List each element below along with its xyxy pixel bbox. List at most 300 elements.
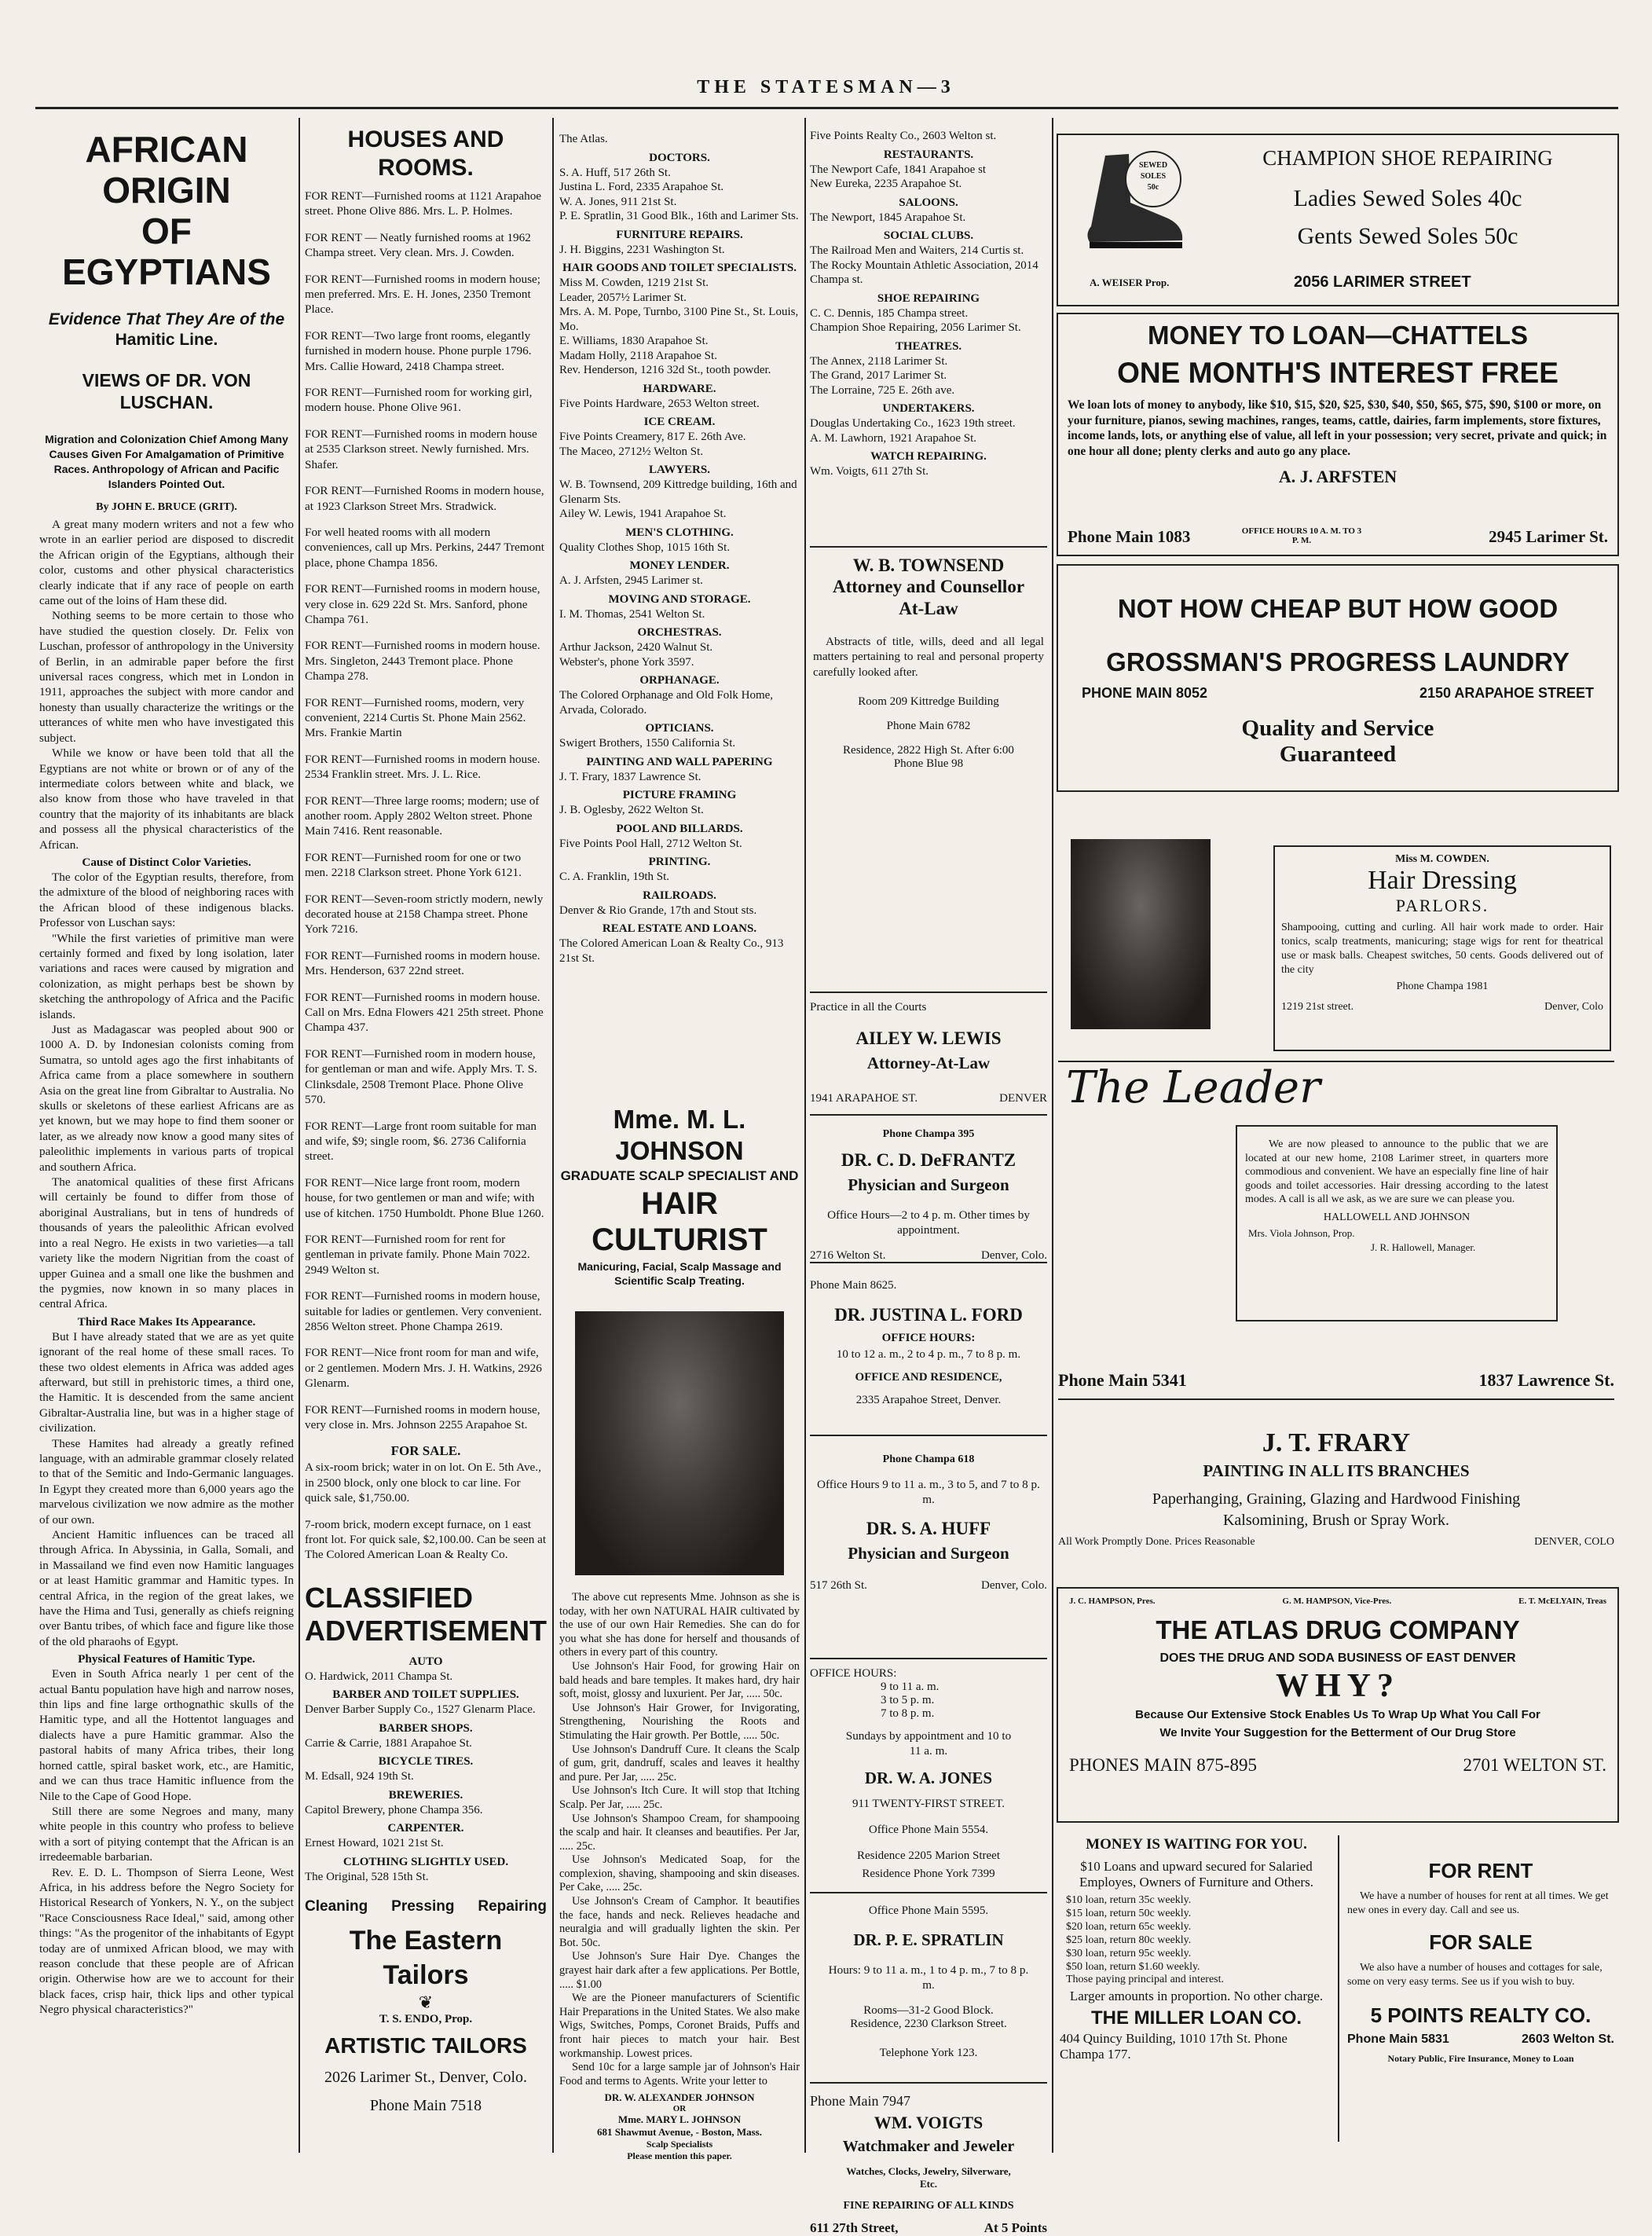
article-subhead: Cause of Distinct Color Varieties. — [82, 855, 251, 869]
atlas-contact-row — [1069, 1755, 1606, 1776]
johnson-text: Use Johnson's Shampoo Cream, for shampooing the scalp and hair. It cleanses and beautifies. Per Jar, ..... 25c. — [559, 1812, 800, 1853]
rent-ad: FOR RENT—Seven-room strictly modern, newly decorated house at 2158 Champa street. Phone York 7216. — [305, 892, 544, 937]
jones-hours: 3 to 5 p. m. — [881, 1694, 935, 1706]
townsend-name: W. B. TOWNSEND — [852, 555, 1005, 575]
cowden-portrait-photo — [1071, 839, 1211, 1029]
johnson-text: Use Johnson's Medicated Soap, for the complexion, shaving, shampooing and skin diseases. Per Cake, ..... 25c. — [559, 1853, 800, 1894]
column-rule-4 — [1052, 118, 1053, 2153]
atlas-address: 2701 WELTON ST. — [1463, 1755, 1606, 1775]
directory-entry: Swigert Brothers, 1550 California St. — [559, 737, 736, 750]
huff-address: 517 26th St. — [810, 1578, 867, 1592]
lewis-name: AILEY W. LEWIS — [855, 1028, 1002, 1048]
directory-category: OPTICIANS. — [645, 722, 714, 735]
loan-rate-line: $50 loan, return $1.60 weekly. — [1066, 1961, 1200, 1973]
directory-category: PICTURE FRAMING — [622, 789, 737, 801]
rent-ad: FOR RENT—Furnished rooms in modern house, very close in. 629 22d St. Mrs. Sanford, phone Champa 761. — [305, 582, 540, 626]
classified-category: CARPENTER. — [387, 1822, 464, 1835]
rent-text: We have a number of houses for rent at all times. We get new ones in every day. Call and see us. — [1347, 1890, 1609, 1916]
directory-entry: I. M. Thomas, 2541 Welton St. — [559, 607, 705, 621]
directory-entry: J. T. Frary, 1837 Lawrence St. — [559, 770, 701, 783]
rent-ad: FOR RENT—Two large front rooms, elegantly furnished in modern house. Phone purple 1796. Mrs. Callie Howard, 2418 Champa street. — [305, 328, 532, 373]
article-paragraph: The anatomical qualities of these first Africans will certainly be found to differ from those of aboriginal Australians, but in tens of hundreds of thousands of years the paleolithic African evolved into a real Negro. He exists in two varieties—a tall variety like the modern Nigritian from the coast of upper Guinea and a small one like the bushmen and the pygmies, now known in so many places in central Africa. — [39, 1175, 294, 1311]
voigts-phone: Phone Main 7947 — [810, 2093, 910, 2109]
defrantz-name: DR. C. D. DeFRANTZ — [841, 1150, 1016, 1170]
directory-entry: The Colored Orphanage and Old Folk Home, Arvada, Colorado. — [559, 689, 774, 717]
tailor-name: The Eastern Tailors — [349, 1926, 503, 1991]
loan-text: We loan lots of money to anybody, like $10, $15, $20, $25, $30, $40, $50, $65, $75, $90, $100 or more, on your furniture, pianos, sewing machines, ranges, teams, cattle, dairies, farm implements, store fixtures, income lands, lots, or anything else of value, all left in your possession; very secret, private and quick; in one hour all done; plenty clerks and auto go any place. — [1068, 398, 1607, 458]
huff-name: DR. S. A. HUFF — [866, 1518, 991, 1538]
rent-ad: For well heated rooms with all modern conveniences, call up Mrs. Perkins, 2447 Tremont place, phone Champa 1856. — [305, 525, 544, 570]
classified-listing: Ernest Howard, 1021 21st St. — [305, 1837, 444, 1850]
huff-hours: Office Hours 9 to 11 a. m., 3 to 5, and 7 to 8 p. m. — [817, 1478, 1040, 1507]
miller-address: 404 Quincy Building, 1010 17th St. Phone Champa 177. — [1060, 2031, 1288, 2062]
voigts-address-row — [810, 2220, 1047, 2236]
column-rule-3 — [804, 118, 806, 2153]
directory-column — [559, 118, 800, 2162]
column-rule-2 — [552, 118, 554, 2153]
article-headline-1: AFRICAN ORIGIN — [85, 129, 248, 211]
classified-category: BICYCLE TIRES. — [378, 1755, 474, 1769]
frary-line-2: Kalsomining, Brush or Spray Work. — [1222, 1512, 1449, 1529]
ornament-icon: ❦ — [418, 1992, 434, 2013]
johnson-text: The above cut represents Mme. Johnson as she is today, with her own NATURAL HAIR cultivated by the use of our own Hair Remedies. She can do for you what she has done for herself and thousands of others in every part of this country. — [559, 1591, 800, 1659]
voigts-address: 611 27th Street, — [810, 2220, 899, 2235]
directory-entry: The Lorraine, 725 E. 26th ave. — [810, 383, 955, 397]
rent-ad: FOR RENT—Nice large front room, modern house, for two gentlemen or man and wife; with use of kitchen. 1750 Humboldt. Phone Blue 1260. — [305, 1175, 544, 1220]
cowden-parlors: PARLORS. — [1395, 896, 1489, 915]
rent-ad: FOR RENT—Furnished rooms in modern house. Mrs. Singleton, 2443 Tremont place. Phone Champa 278. — [305, 639, 540, 684]
article-paragraph: Just as Madagascar was peopled about 900 or 1000 A. D. by Indonesian colonists coming from Sumatra, so untold ages ago the first inhabitants of Africa came from a place somewhere in southern Asia on the great line from Gibraltar to Australia. No skulls or skeletons of these earliest Africans are as yet known, but we may hope to find them sooner or later, as we already now know a good many sites of paleolithic implements in various parts of tropical and southern Africa. — [39, 1023, 294, 1174]
realty-phone: Phone Main 5831 — [1347, 2033, 1449, 2046]
ford-hours-heading: OFFICE HOURS: — [881, 1332, 976, 1344]
huff-title: Physician and Surgeon — [848, 1543, 1009, 1563]
realty-notary: Notary Public, Fire Insurance, Money to Loan — [1387, 2053, 1574, 2064]
lewis-city: DENVER — [999, 1092, 1047, 1105]
directory-category: MOVING AND STORAGE. — [608, 592, 751, 606]
leader-text: We are now pleased to announce to the public that we are located at our new home, 2108 Larimer street, in quarters more commodious and convenient. We have an especially fine line of hair goods and toilet accessories. Hair dressing according to the latest modes. A call is all we ask, as we are sure we can please you. — [1245, 1138, 1548, 1205]
laundry-quality-2: Guaranteed — [1279, 742, 1397, 767]
loan-rate-line: $20 loan, return 65c weekly. — [1066, 1921, 1192, 1933]
jones-hours-heading: OFFICE HOURS: — [810, 1667, 897, 1680]
masthead: THE STATESMAN—3 — [697, 77, 955, 97]
rent-ad: FOR RENT—Furnished room in modern house, for gentleman or man and wife. Apply Mrs. T. S. Clinksdale, 2508 Tremont Place. Phone Olive 570. — [305, 1047, 537, 1107]
defrantz-phone: Phone Champa 395 — [882, 1128, 975, 1140]
lewis-address: 1941 ARAPAHOE ST. — [810, 1092, 918, 1105]
tailor-phone: Phone Main 7518 — [369, 2097, 482, 2115]
tailor-address: 2026 Larimer St., Denver, Colo. — [324, 2069, 528, 2087]
loan-phone: Phone Main 1083 — [1068, 527, 1191, 546]
atlas-line-2: We Invite Your Suggestion for the Betterment of Our Drug Store — [1159, 1726, 1516, 1739]
directory-category: REAL ESTATE AND LOANS. — [602, 922, 757, 935]
ford-hours: 10 to 12 a. m., 2 to 4 p. m., 7 to 8 p. m. — [836, 1348, 1021, 1361]
jones-residence: Residence 2205 Marion Street — [856, 1849, 1001, 1862]
spratlin-telephone: Telephone York 123. — [879, 2046, 978, 2059]
article-headline-2: OF EGYPTIANS — [62, 211, 271, 292]
lewis-address-row — [810, 1092, 1047, 1105]
classified-listing: Denver Barber Supply Co., 1527 Glenarm Place. — [305, 1703, 536, 1717]
directory-entry: The Newport, 1845 Arapahoe St. — [810, 211, 966, 224]
johnson-address-3: 681 Shawmut Avenue, - Boston, Mass. — [597, 2126, 762, 2139]
tailor-repairing: Repairing — [478, 1898, 547, 1915]
directory-category: DOCTORS. — [649, 151, 710, 164]
spratlin-rooms: Rooms—31-2 Good Block. — [863, 2003, 994, 2017]
atlas-title: THE ATLAS DRUG COMPANY — [1156, 1615, 1520, 1644]
rent-ad: FOR RENT—Furnished rooms in modern house, very close in. Mrs. Johnson 2255 Arapahoe St. — [305, 1402, 540, 1431]
sewed-soles-badge — [1125, 151, 1181, 207]
townsend-text: Abstracts of title, wills, deed and all legal matters pertaining to real and personal property carefully looked after. — [813, 635, 1044, 679]
rent-ads-list — [305, 189, 547, 1432]
directory-entry: Mrs. A. M. Pope, Turnbo, 3100 Pine St., St. Louis, Mo. — [559, 306, 799, 333]
directory-entry: The Newport Cafe, 1841 Arapahoe st — [810, 163, 987, 176]
directory-entry: S. A. Huff, 517 26th St. — [559, 166, 671, 179]
loan-name: A. J. ARFSTEN — [1278, 467, 1397, 486]
leader-title: The Leader — [1066, 1062, 1321, 1113]
classified-listing: O. Hardwick, 2011 Champa St. — [305, 1670, 453, 1683]
classified-category: BREWERIES. — [388, 1788, 463, 1802]
rent-ad: FOR RENT—Furnished rooms at 1121 Arapahoe street. Phone Olive 886. Mrs. L. P. Holmes. — [305, 189, 542, 218]
spratlin-name: DR. P. E. SPRATLIN — [853, 1930, 1004, 1949]
miller-name: THE MILLER LOAN CO. — [1091, 2007, 1302, 2029]
johnson-address-2: Mme. MARY L. JOHNSON — [617, 2113, 742, 2126]
laundry-contact-row — [1082, 685, 1594, 702]
directory-entry: The Rocky Mountain Athletic Association, 2014 Champa st. — [810, 258, 1038, 286]
rent-ad: FOR RENT—Furnished room for rent for gentleman in private family. Phone Main 7022. 2949 Welton st. — [305, 1232, 530, 1277]
tailor-services — [305, 1898, 547, 1915]
classified-category: BARBER AND TOILET SUPPLIES. — [332, 1688, 519, 1702]
johnson-text: Send 10c for a large sample jar of Johnson's Hair Food and terms to Agents. Write your letter to — [559, 2061, 800, 2088]
johnson-specialists: Scalp Specialists — [646, 2139, 713, 2150]
article-paragraph: A great many modern writers and not a few who wrote in an earlier period are disposed to discredit the African origin of the Egyptians, although their color, customs and other physical characteristics clearly indicate that if any race of people on earth came out of the loins of Ham these did. — [39, 518, 294, 608]
laundry-address: 2150 ARAPAHOE STREET — [1419, 685, 1594, 701]
lewis-title: Attorney-At-Law — [866, 1054, 991, 1072]
directory-entry: Five Points Pool Hall, 2712 Welton St. — [559, 837, 742, 850]
article-subhead: Third Race Makes Its Appearance. — [77, 1314, 256, 1329]
miller-note: Those paying principal and interest. — [1066, 1974, 1224, 1985]
article-deck-2: Hamitic Line. — [115, 331, 218, 349]
rent-ad: FOR RENT—Furnished room for working girl, modern house. Phone Olive 961. — [305, 386, 533, 415]
loan-rate-line: $25 loan, return 80c weekly. — [1066, 1934, 1192, 1946]
classified-category: CLOTHING SLIGHTLY USED. — [342, 1855, 509, 1868]
tailor-pressing: Pressing — [391, 1898, 455, 1915]
voigts-card — [810, 2082, 1047, 2236]
classified-entries — [305, 1655, 547, 1885]
townsend-phone: Phone Main 6782 — [886, 720, 971, 733]
townsend-title-2: At-Law — [899, 599, 958, 618]
houses-rooms-title: HOUSES AND ROOMS. — [347, 126, 504, 181]
rent-title: FOR RENT — [1428, 1859, 1533, 1882]
johnson-title: HAIR CULTURIST — [592, 1186, 767, 1257]
directory-entry: Wm. Voigts, 611 27th St. — [810, 465, 929, 478]
laundry-slogan: NOT HOW CHEAP BUT HOW GOOD — [1117, 594, 1559, 623]
rent-ad: FOR RENT—Nice front room for man and wife, or 2 gentlemen. Modern Mrs. J. H. Watkins, 2926 Glenarm. — [305, 1346, 542, 1391]
townsend-residence: Residence, 2822 High St. After 6:00 — [843, 744, 1014, 757]
defrantz-address-row — [810, 1249, 1047, 1263]
shoe-title: CHAMPION SHOE REPAIRING — [1262, 146, 1553, 170]
classified-listing: Carrie & Carrie, 1881 Arapahoe St. — [305, 1736, 472, 1750]
directory-category: POOL AND BILLARDS. — [616, 822, 743, 835]
directory-entry: W. B. Townsend, 209 Kittredge building, 16th and Glenarm Sts. — [559, 478, 797, 506]
jones-card — [810, 1658, 1047, 1881]
jones-sundays: Sundays by appointment and 10 to 11 a. m. — [845, 1729, 1012, 1758]
defrantz-card — [810, 1114, 1047, 1263]
directory-entry: Webster's, phone York 3597. — [559, 655, 694, 669]
frary-address: 1837 Lawrence St. — [1478, 1370, 1614, 1390]
article-subhead: Physical Features of Hamitic Type. — [78, 1652, 255, 1666]
directory-entry: Five Points Realty Co., 2603 Welton st. — [810, 130, 997, 142]
jones-hours: 9 to 11 a. m. — [881, 1681, 940, 1693]
rent-ad: FOR RENT—Furnished rooms in modern house. Call on Mrs. Edna Flowers 421 25th street. Phone Champa 437. — [305, 990, 544, 1035]
rent-ad: FOR RENT—Three large rooms; modern; use of another room. Apply 2802 Welton street. Phone Main 7416. Rent reasonable. — [305, 794, 540, 838]
defrantz-city: Denver, Colo. — [981, 1248, 1047, 1262]
directory-entry: The Annex, 2118 Larimer St. — [810, 354, 948, 368]
voigts-fine: FINE REPAIRING OF ALL KINDS — [843, 2200, 1014, 2212]
directory-category: FURNITURE REPAIRS. — [616, 228, 743, 241]
shoe-address: 2056 LARIMER STREET — [1294, 273, 1471, 291]
spratlin-hours: Hours: 9 to 11 a. m., 1 to 4 p. m., 7 to 8 p. m. — [828, 1963, 1029, 1992]
leader-prop: Mrs. Viola Johnson, Prop. — [1248, 1226, 1355, 1239]
directory-entry: New Eureka, 2235 Arapahoe St. — [810, 178, 962, 190]
sale-ad: A six-room brick; water in on lot. On E. 5th Ave., in 2500 block, only one block to car line. For quick sale, $1,750.00. — [305, 1461, 541, 1505]
ford-residence-heading: OFFICE AND RESIDENCE, — [855, 1371, 1002, 1384]
leader-ad — [1236, 1125, 1558, 1321]
professional-column — [810, 118, 1047, 2235]
section-divider — [1058, 1398, 1614, 1400]
directory-entry: The Atlas. — [559, 133, 608, 145]
article-paragraph: Even in South Africa nearly 1 per cent of the actual Bantu population have high and narrow noses, thin lips and fine large orthognathic skulls of the Hamitic type, and all the Hottentot languages and dialects have a pure Hamitic grammar. Also the pastoral habits of many Africa tribes, their long horned cattle, spiral basket work, etc., are Hamitic, and we can thus trace Hamitic influence from the Nile to the Cape of Good Hope. — [39, 1667, 294, 1803]
voigts-name: WM. VOIGTS — [874, 2113, 984, 2132]
directory-category: PRINTING. — [648, 856, 711, 868]
shoe-ladies: Ladies Sewed Soles 40c — [1293, 185, 1522, 211]
directory-category: WATCH REPAIRING. — [870, 450, 987, 463]
voigts-points: At 5 Points — [984, 2220, 1047, 2235]
article-paragraph: While we know or have been told that all the Egyptians are not white or brown or of any of the intermediate colors between white and black, we also know from those who have traveled in that country that the majority of its inhabitants are black and possess all the physical characteristics of the African. — [39, 746, 294, 852]
classified-listing: Capitol Brewery, phone Champa 356. — [305, 1803, 483, 1816]
johnson-portrait-photo — [575, 1311, 784, 1575]
atlas-drug-ad — [1057, 1587, 1619, 1823]
realty-contact-row — [1347, 2033, 1614, 2047]
directory-entry: The Grand, 2017 Larimer St. — [810, 369, 947, 382]
leader-manager: J. R. Hallowell, Manager. — [1371, 1241, 1476, 1253]
directory-category: ICE CREAM. — [643, 416, 716, 428]
directory-entry: The Colored American Loan & Realty Co., 913 21st St. — [559, 937, 784, 965]
cowden-address: 1219 21st street. — [1281, 1001, 1354, 1013]
directory-entry: Champion Shoe Repairing, 2056 Larimer St. — [810, 321, 1021, 334]
article-deck-1: Evidence That They Are of the — [48, 310, 285, 328]
cowden-address-row — [1281, 1001, 1603, 1014]
johnson-text: Use Johnson's Hair Food, for growing Hair on bald heads and bare temples. It makes hard, dry hair soft, moist, glossy and luxurient. Per Jar, ..... 50c. — [559, 1659, 800, 1701]
miller-loan-ad — [1060, 1835, 1333, 2062]
sale-title: FOR SALE — [1429, 1930, 1533, 1954]
realty-name: 5 POINTS REALTY CO. — [1370, 2003, 1592, 2027]
laundry-name: GROSSMAN'S PROGRESS LAUNDRY — [1106, 647, 1570, 676]
directory-entry: Arthur Jackson, 2420 Walnut St. — [559, 641, 713, 654]
frary-city: DENVER, COLO — [1534, 1536, 1614, 1548]
atlas-treasurer: E. T. McELYAIN, Treas — [1518, 1596, 1606, 1606]
johnson-address-1: DR. W. ALEXANDER JOHNSON — [604, 2091, 755, 2104]
jones-address: 911 TWENTY-FIRST STREET. — [852, 1797, 1005, 1810]
loan-hours: OFFICE HOURS 10 A. M. TO 3 P. M. — [1241, 526, 1362, 545]
cowden-title: Hair Dressing — [1368, 866, 1517, 895]
directory-entry: C. C. Dennis, 185 Champa street. — [810, 306, 969, 320]
badge-text: 50c — [1147, 183, 1159, 192]
classified-listing: The Original, 528 15th St. — [305, 1870, 429, 1883]
directory-entry: Five Points Hardware, 2653 Welton street. — [559, 397, 760, 410]
johnson-services: Manicuring, Facial, Scalp Massage and Scientific Scalp Treating. — [577, 1260, 782, 1287]
classified-category: BARBER SHOPS. — [379, 1721, 473, 1735]
cowden-phone: Phone Champa 1981 — [1396, 981, 1489, 992]
directory-entry: E. Williams, 1830 Arapahoe St. — [559, 335, 709, 347]
loan-subtitle: ONE MONTH'S INTEREST FREE — [1117, 357, 1559, 389]
directory-category: THEATRES. — [895, 339, 962, 353]
directory-entry: Five Points Creamery, 817 E. 26th Ave. — [559, 431, 746, 443]
article-paragraph: Nothing seems to be more certain to those who have studied the question closely. Dr. Felix von Luschan, professor of anthropology in the University of Berlin, in an admirable paper before the first universal races congress, which met in London in 1911, approaches the subject with more candor and honesty than usually characterize the writings or the utterances of white men who have investigated this subject. — [39, 609, 294, 745]
miller-text: $10 Loans and upward secured for Salaried Employes, Owners of Furniture and Others. — [1079, 1859, 1313, 1890]
frary-name: J. T. FRARY — [1262, 1428, 1411, 1457]
chattel-loan-ad — [1057, 313, 1619, 556]
johnson-text: Use Johnson's Sure Hair Dye. Changes the grayest hair dark after a few applications. Per Bottle, ..... $1.00 — [559, 1950, 800, 1991]
rent-ad: FOR RENT—Furnished Rooms in modern house, at 1923 Clarkson Street Mrs. Stradwick. — [305, 484, 544, 513]
directory-category: RESTAURANTS. — [883, 148, 974, 161]
rent-ad: FOR RENT—Furnished rooms in modern house. 2534 Franklin street. Mrs. J. L. Rice. — [305, 752, 540, 782]
shoe-gents: Gents Sewed Soles 50c — [1297, 223, 1518, 249]
classified-heading-2: ADVERTISEMENT — [305, 1614, 548, 1647]
for-sale-title: FOR SALE. — [390, 1443, 461, 1459]
frary-phone: Phone Main 5341 — [1058, 1370, 1187, 1390]
directory-entry: C. A. Franklin, 19th St. — [559, 871, 670, 883]
article-byline: By JOHN E. BRUCE (GRIT). — [96, 501, 237, 513]
directory-category: HAIR GOODS AND TOILET SPECIALISTS. — [562, 262, 797, 274]
article-summary: Migration and Colonization Chief Among Many Causes Given For Amalgamation of Primitive Races. Anthropology of African and Pacific Islanders Pointed Out. — [45, 433, 288, 490]
johnson-name: Mme. M. L. JOHNSON — [613, 1105, 746, 1165]
loan-address: 2945 Larimer St. — [1489, 527, 1608, 546]
townsend-title-1: Attorney and Counsellor — [832, 577, 1025, 596]
frary-prompt: All Work Promptly Done. Prices Reasonable — [1058, 1536, 1255, 1548]
directory-category: RAILROADS. — [643, 889, 716, 902]
johnson-text: Use Johnson's Cream of Camphor. It beautifies the face, hands and neck. Relieves headache and neuralgia and will gradually lighten the skin. Per Bot. 50c. — [559, 1895, 800, 1949]
cowden-name: Miss M. COWDEN. — [1395, 853, 1489, 865]
lewis-practice: Practice in all the Courts — [810, 1001, 927, 1014]
spratlin-residence: Residence, 2230 Clarkson Street. — [850, 2017, 1007, 2030]
frary-contact-row — [1058, 1370, 1614, 1391]
loan-rate-line: $15 loan, return 50c weekly. — [1066, 1908, 1192, 1919]
johnson-text: Use Johnson's Itch Cure. It will stop that Itching Scalp. Per Jar, ..... 25c. — [559, 1784, 800, 1811]
directory-entry: Quality Clothes Shop, 1015 16th St. — [559, 541, 731, 554]
directory-category: SHOE REPAIRING — [877, 291, 980, 305]
huff-card — [810, 1435, 1047, 1593]
loan-rate-line: $10 loan, return 35c weekly. — [1066, 1894, 1192, 1906]
atlas-subtitle: DOES THE DRUG AND SODA BUSINESS OF EAST DENVER — [1159, 1651, 1516, 1665]
laundry-quality-1: Quality and Service — [1241, 716, 1434, 741]
rent-ad: FOR RENT—Large front room suitable for man and wife, $9; single room, $6. 2736 California street. — [305, 1119, 537, 1164]
atlas-president: J. C. HAMPSON, Pres. — [1069, 1596, 1156, 1606]
johnson-text: Use Johnson's Hair Grower, for Invigorating, Strengthening, Nourishing the Roots and Stimulating the Hair growth. Per Bottle, ..... 50c. — [559, 1701, 800, 1742]
spratlin-phone: Office Phone Main 5595. — [868, 1904, 989, 1917]
directory-entry: Rev. Henderson, 1216 32d St., tooth powder. — [559, 364, 771, 376]
atlas-line-1: Because Our Extensive Stock Enables Us To Wrap Up What You Call For — [1135, 1708, 1540, 1721]
frary-title: PAINTING IN ALL ITS BRANCHES — [1203, 1461, 1470, 1480]
directory-entry: Denver & Rio Grande, 17th and Stout sts. — [559, 904, 757, 917]
realty-address: 2603 Welton St. — [1522, 2033, 1614, 2046]
directory-category: SOCIAL CLUBS. — [883, 229, 974, 242]
article-deck-3: VIEWS OF DR. VON LUSCHAN. — [82, 370, 251, 412]
townsend-card — [810, 546, 1047, 771]
tailor-artistic: ARTISTIC TAILORS — [324, 2033, 527, 2058]
directory-entry: The Maceo, 2712½ Welton St. — [559, 445, 704, 458]
frary-footer-row — [1058, 1536, 1614, 1549]
rent-ad: FOR RENT—Furnished rooms in modern house at 2535 Clarkson street. Newly furnished. Mrs. Shafer. — [305, 427, 537, 471]
jones-hours: 7 to 8 p. m. — [881, 1707, 935, 1720]
classifieds-column — [305, 118, 547, 2153]
frary-ad — [1058, 1428, 1614, 1549]
johnson-or: OR — [672, 2104, 687, 2114]
directory-category: LAWYERS. — [649, 464, 710, 476]
directory-entry: Douglas Undertaking Co., 1623 19th street. — [810, 417, 1016, 430]
miller-amount: Larger amounts in proportion. No other charge. — [1069, 1989, 1324, 2003]
directory-entry: P. E. Spratlin, 31 Good Blk., 16th and Larimer Sts. — [559, 210, 799, 222]
directory-category: MONEY LENDER. — [629, 559, 730, 572]
voigts-title: Watchmaker and Jeweler — [842, 2138, 1015, 2155]
tailor-cleaning: Cleaning — [305, 1898, 368, 1915]
rent-ad: FOR RENT—Furnished room for one or two men. 2218 Clarkson street. Phone York 6121. — [305, 850, 522, 880]
shoe-repair-ad — [1057, 134, 1619, 306]
huff-city: Denver, Colo. — [981, 1578, 1047, 1592]
johnson-mention: Please mention this paper. — [627, 2150, 732, 2162]
badge-text: SEWED — [1138, 161, 1168, 170]
directory-entry: W. A. Jones, 911 21st St. — [559, 195, 677, 208]
jones-phone: Office Phone Main 5554. — [868, 1823, 989, 1836]
directory-entry: Madam Holly, 2118 Arapahoe St. — [559, 349, 717, 362]
laundry-ad — [1057, 564, 1619, 792]
cowden-text: Shampooing, cutting and curling. All hair work made to order. Hair tonics, scalp treatments, manicuring; stage wigs for rent for theatrical use or mask balls. Cheapest switches, 50 cents. Goods delivered out of the city — [1281, 922, 1603, 976]
defrantz-title: Physician and Surgeon — [848, 1175, 1009, 1194]
ford-phone: Phone Main 8625. — [810, 1279, 897, 1292]
article-paragraph: But I have already stated that we are as yet quite ignorant of the real home of these small races. To these two oldest elements in Africa was added ages afterward, but still in prehistoric times, a third one, the Hamitic. It is descended from the same ancient Gibraltar-Australia line, but was in a higher stage of civilization. — [39, 1329, 294, 1435]
atlas-vice-president: G. M. HAMPSON, Vice-Pres. — [1282, 1596, 1392, 1606]
directory-entry: The Railroad Men and Waiters, 214 Curtis st. — [810, 244, 1024, 257]
johnson-sub: GRADUATE SCALP SPECIALIST AND — [560, 1168, 799, 1183]
badge-text: SOLES — [1140, 172, 1167, 181]
miller-title: MONEY IS WAITING FOR YOU. — [1086, 1836, 1307, 1853]
directory-entry: A. J. Arfsten, 2945 Larimer st. — [559, 574, 703, 587]
voigts-goods: Watches, Clocks, Jewelry, Silverware, Etc. — [846, 2165, 1011, 2190]
directory-category: PAINTING AND WALL PAPERING — [586, 755, 773, 768]
loan-rate-line: $30 loan, return 95c weekly. — [1066, 1948, 1192, 1959]
atlas-phones: PHONES MAIN 875-895 — [1069, 1755, 1257, 1775]
directory-entry: Leader, 2057½ Larimer St. — [559, 291, 687, 304]
townsend-res-phone: Phone Blue 98 — [893, 757, 964, 771]
rent-ad: FOR RENT — Neatly furnished rooms at 1962 Champa street. Very clean. Mrs. J. Cowden. — [305, 230, 531, 260]
tailor-prop: T. S. ENDO, Prop. — [379, 2013, 473, 2026]
jones-name: DR. W. A. JONES — [864, 1768, 993, 1787]
johnson-ad — [559, 1104, 800, 2162]
directory-category: SALOONS. — [899, 196, 958, 209]
directory-entry: Ailey W. Lewis, 1941 Arapahoe St. — [559, 508, 727, 520]
directory-category: HARDWARE. — [643, 382, 716, 395]
business-directory — [559, 152, 800, 966]
directory-category: ORCHESTRAS. — [637, 626, 722, 639]
column-rule-1 — [299, 118, 300, 2153]
shoe-prop: A. WEISER Prop. — [1090, 277, 1170, 288]
rent-ad: FOR RENT—Furnished rooms, modern, very convenient, 2214 Curtis St. Phone Main 2562. Mrs. Frankie Martin — [305, 695, 526, 740]
jones-res-phone: Residence Phone York 7399 — [862, 1867, 995, 1880]
sale-ad: 7-room brick, modern except furnace, on 1 east front lot. For quick sale, $2,100.00. Can be seen at The Colored American Loan & Realty Co. — [305, 1517, 547, 1562]
article-paragraph: Ancient Hamitic influences can be traced all through Africa. In Abyssinia, in Galla, Somali, and in Massailand we find even now Hamitic languages or at least Hamitic grammar and Hamitic types. In central Africa, in the region of the great lakes, we have the Hima and Tusi, generally as chiefs reigning over Bantu tribes, of which face and figure like those of the old pharaohs of Egypt. — [39, 1528, 294, 1648]
directory-entry: J. H. Biggins, 2231 Washington St. — [559, 243, 725, 256]
defrantz-address: 2716 Welton St. — [810, 1248, 886, 1262]
rent-ad: FOR RENT—Furnished rooms in modern house; men preferred. Mrs. E. H. Jones, 2350 Tremont Place. — [305, 272, 540, 317]
spratlin-card — [810, 1892, 1047, 2060]
miller-rates — [1066, 1893, 1333, 1974]
